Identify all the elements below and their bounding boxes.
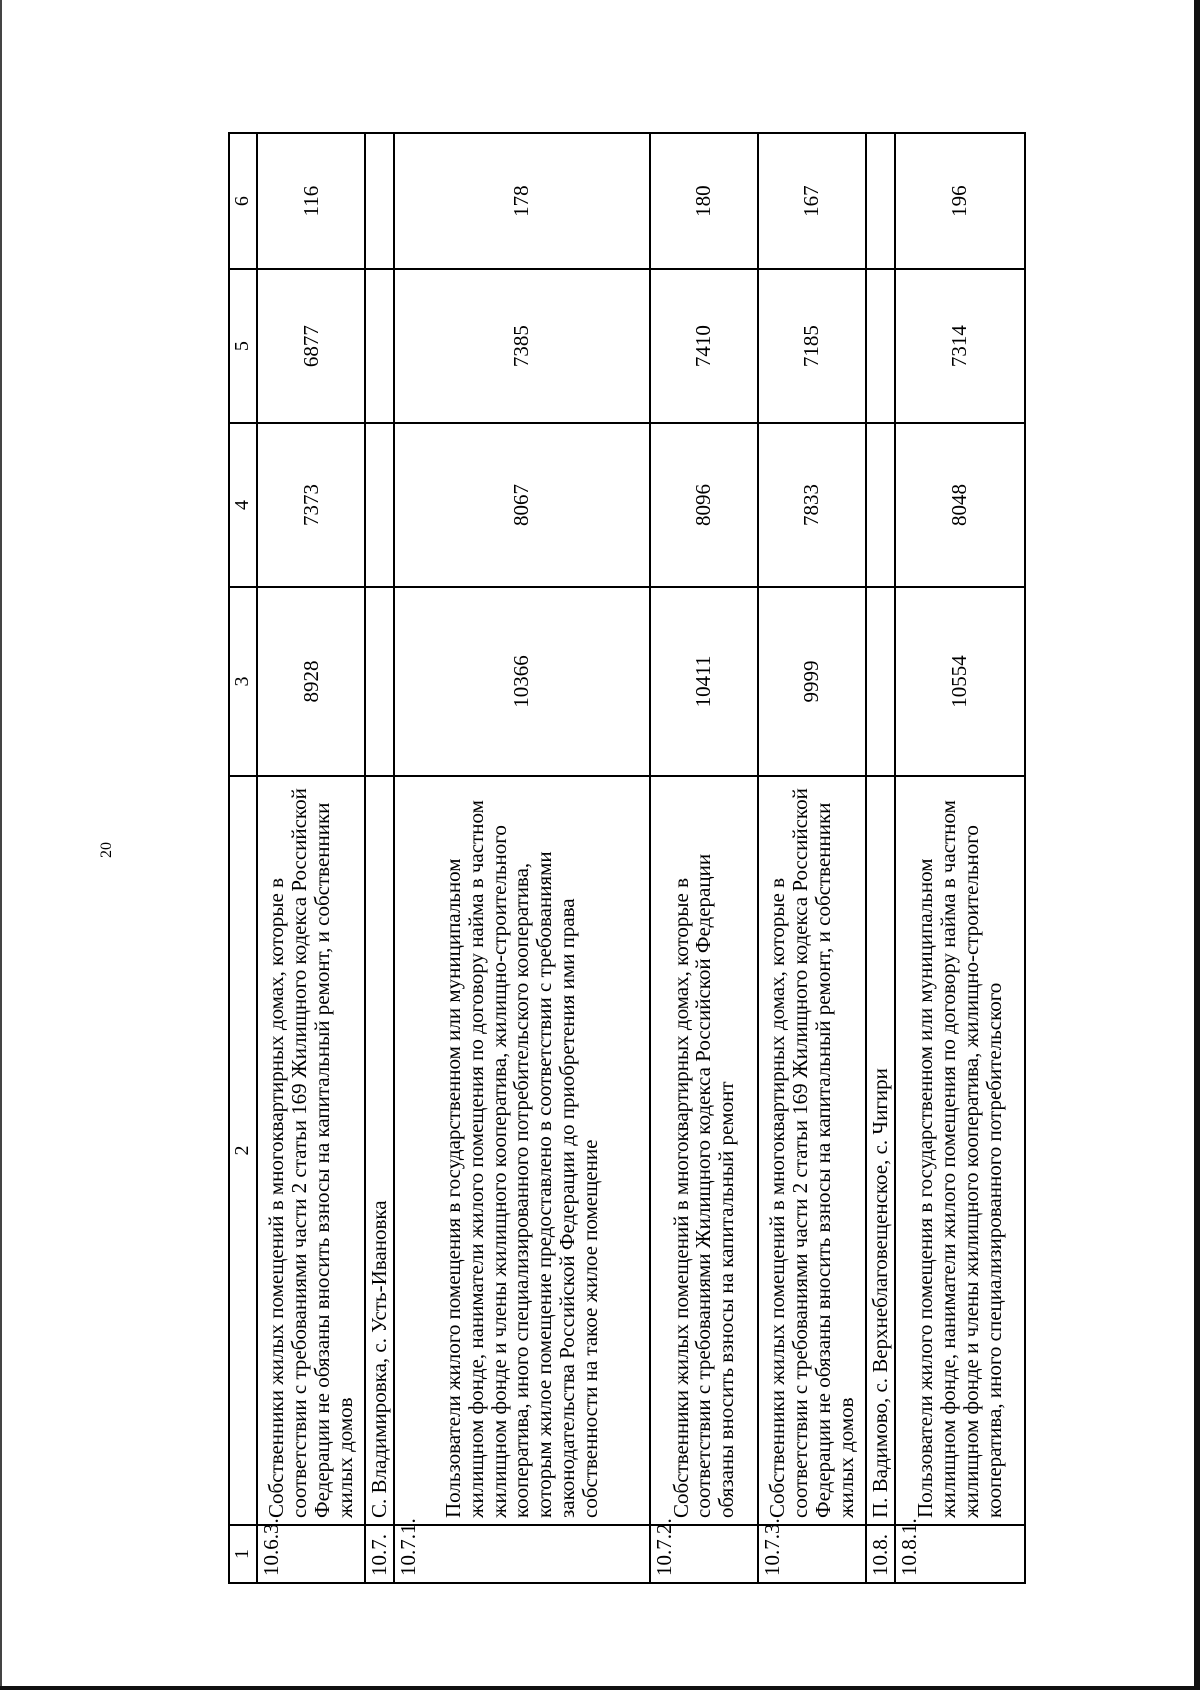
- row-description: Пользователи жилого помещения в государственном или муниципальном жилищном фонде, наниматели жилого помещения по договору найма в частном жилищном фонде и члены жилищного кооператива, жилищно-строительного кооператива, иного специализированного потребительского кооператива, которым жилое помещение предоставлено в соответствии с требованиями законодательства Российской Федерации до приобретения ими права собственности на такое жилое помещение: [394, 776, 650, 1525]
- value-col-4: [866, 423, 895, 587]
- value-col-4: 8048: [895, 423, 1025, 587]
- value-col-3: [866, 587, 895, 776]
- value-col-6: 116: [257, 133, 365, 269]
- value-col-6: 178: [394, 133, 650, 269]
- header-col-5: 5: [229, 269, 257, 423]
- row-number: 10.8.: [866, 1525, 895, 1583]
- value-col-5: [365, 269, 394, 423]
- header-col-2: 2: [229, 776, 257, 1525]
- row-description: П. Вадимово, с. Верхнеблаговещенское, с. Чигири: [866, 776, 895, 1525]
- value-col-3: 8928: [257, 587, 365, 776]
- value-col-4: 8067: [394, 423, 650, 587]
- value-col-6: 180: [650, 133, 758, 269]
- value-col-4: 7833: [758, 423, 866, 587]
- table-row: [895, 133, 1025, 1583]
- header-col-3: 3: [229, 587, 257, 776]
- value-col-6: 196: [895, 133, 1025, 269]
- table-row: [394, 133, 650, 1583]
- row-number: 10.7.1.: [394, 1525, 650, 1583]
- row-number: 10.7.: [365, 1525, 394, 1583]
- value-col-3: [365, 587, 394, 776]
- rotated-table-wrapper: [228, 132, 1006, 1584]
- table-row: [257, 133, 365, 1583]
- scan-border-left: [0, 0, 2, 1690]
- value-col-4: 7373: [257, 423, 365, 587]
- value-col-5: 7410: [650, 269, 758, 423]
- header-col-1: 1: [229, 1525, 257, 1583]
- value-col-6: [365, 133, 394, 269]
- row-number: 10.7.3.: [758, 1525, 866, 1583]
- value-col-5: 6877: [257, 269, 365, 423]
- value-col-3: 10366: [394, 587, 650, 776]
- table-row: [650, 133, 758, 1583]
- value-col-6: 167: [758, 133, 866, 269]
- value-col-6: [866, 133, 895, 269]
- row-description: Собственники жилых помещений в многоквартирных домах, которые в соответствии с требованиями Жилищного кодекса Российской Федерации обязаны вносить взносы на капитальный ремонт: [650, 776, 758, 1525]
- value-col-3: 10554: [895, 587, 1025, 776]
- value-col-5: 7385: [394, 269, 650, 423]
- tariff-table: [228, 132, 1026, 1584]
- row-number: 10.8.1.: [895, 1525, 1025, 1583]
- value-col-5: 7314: [895, 269, 1025, 423]
- row-description: Собственники жилых помещений в многоквартирных домах, которые в соответствии с требованиями части 2 статьи 169 Жилищного кодекса Российской Федерации не обязаны вносить взносы на капитальный ремонт, и собственники жилых домов: [758, 776, 866, 1525]
- value-col-5: [866, 269, 895, 423]
- header-row: [229, 133, 257, 1583]
- table-row: [758, 133, 866, 1583]
- scan-border-right: [1194, 0, 1200, 1690]
- value-col-3: 10411: [650, 587, 758, 776]
- row-number: 10.7.2.: [650, 1525, 758, 1583]
- row-number: 10.6.3.: [257, 1525, 365, 1583]
- table-row: [866, 133, 895, 1583]
- row-description: Собственники жилых помещений в многоквартирных домах, которые в соответствии с требованиями части 2 статьи 169 Жилищного кодекса Российской Федерации не обязаны вносить взносы на капитальный ремонт, и собственники жилых домов: [257, 776, 365, 1525]
- value-col-3: 9999: [758, 587, 866, 776]
- value-col-5: 7185: [758, 269, 866, 423]
- row-description: С. Владимировка, с. Усть-Ивановка: [365, 776, 394, 1525]
- header-col-4: 4: [229, 423, 257, 587]
- header-col-6: 6: [229, 133, 257, 269]
- table-row: [365, 133, 394, 1583]
- value-col-4: [365, 423, 394, 587]
- scan-border-bottom: [0, 1686, 1200, 1690]
- value-col-4: 8096: [650, 423, 758, 587]
- page-number: 20: [98, 842, 115, 858]
- row-description: Пользователи жилого помещения в государственном или муниципальном жилищном фонде, наниматели жилого помещения по договору найма в частном жилищном фонде и члены жилищного кооператива, жилищно-строительного кооператива, иного специализированного потребительского: [895, 776, 1025, 1525]
